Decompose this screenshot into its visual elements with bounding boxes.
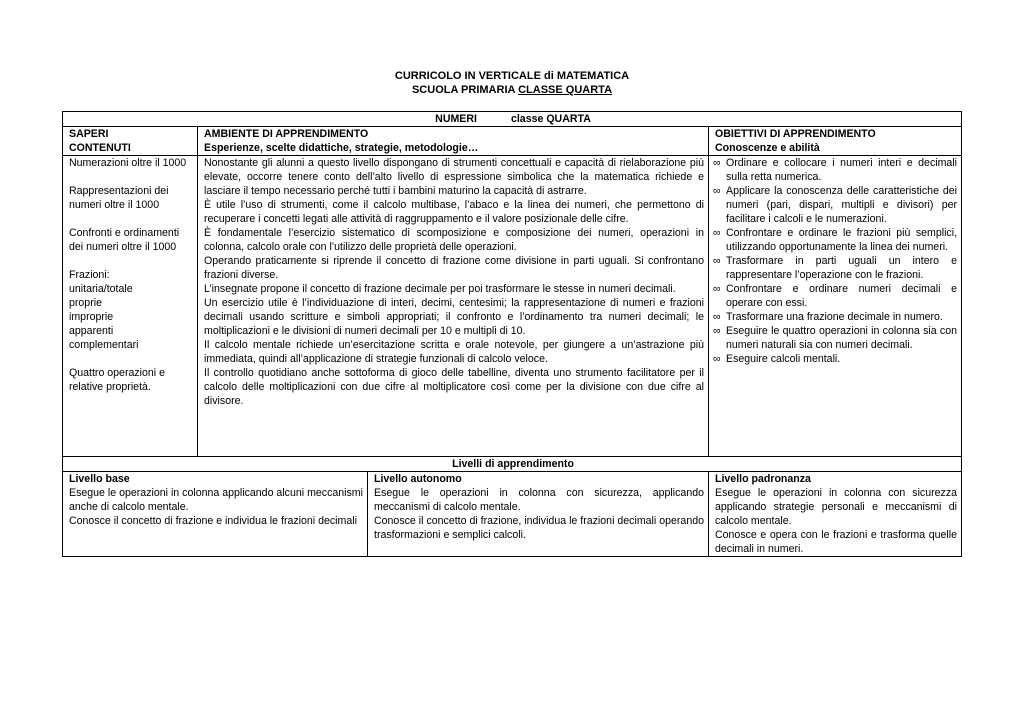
contenuto-item: Numerazioni oltre il 1000 — [69, 157, 187, 169]
esperienze-label: Esperienze, scelte didattiche, strategie, metodologie… — [204, 142, 479, 154]
obiettivi-cell — [709, 156, 962, 457]
ambiente-paragraph: Nonostante gli alunni a questo livello dispongano di strumenti concettuali e capacità di rielaborazione più elevate, occorre tenere conto dell’alto livello di espressione simbolica che la matematica richiede e lasciare il tempo necessario perché tutti i bambini maturino la capacità di astrarre. — [204, 157, 704, 197]
obiettivo-item: ∞ Confrontare e ordinare numeri decimali e operare con essi. — [713, 283, 958, 309]
saperi-header — [63, 127, 198, 156]
obiettivo-item: ∞ Ordinare e collocare i numeri interi e decimali sulla retta numerica. — [713, 157, 958, 183]
contenuto-item: Rappresentazioni dei numeri oltre il 1000 — [69, 185, 169, 211]
ambiente-header — [198, 127, 709, 156]
ambiente-paragraph: È fondamentale l’esercizio sistematico di scomposizione e composizione dei numeri, operazioni in colonna, calcolo orale con l’utilizzo delle proprietà delle operazioni. — [204, 227, 704, 253]
section-header-row — [63, 112, 962, 127]
infinity-bullet-icon: ∞ — [713, 311, 721, 323]
obiettivi-label: OBIETTIVI DI APPRENDIMENTO — [715, 128, 876, 140]
curriculum-table — [62, 111, 962, 557]
obiettivo-item: ∞ Trasformare una frazione decimale in numero. — [713, 311, 943, 323]
ambiente-paragraph: Il calcolo mentale richiede un’esercitazione scritta e orale notevole, per giungere a un’astrazione più immediata, quindi all’applicazione di strategie funzionali di calcolo veloce. — [204, 339, 704, 365]
contenuto-item: Confronti e ordinamenti dei numeri oltre il 1000 — [69, 227, 180, 253]
obiettivi-list — [713, 156, 957, 366]
column-header-row — [63, 127, 962, 156]
livello-text: Conosce il concetto di frazione e individua le frazioni decimali — [69, 515, 357, 527]
livelli-header-row — [63, 457, 962, 472]
ambiente-paragraph: Il controllo quotidiano anche sottoforma di gioco delle tabelline, diventa uno strumento facilitatore per il calcolo delle moltiplicazioni con due cifre al moltiplicatore così come per la divisione con due cifre al divisore. — [204, 367, 704, 407]
infinity-bullet-icon: ∞ — [713, 283, 721, 295]
contenuto-item: Quattro operazioni e relative proprietà. — [69, 367, 165, 393]
contenuti-label: CONTENUTI — [69, 142, 131, 154]
livello-padronanza-cell — [709, 472, 962, 557]
infinity-bullet-icon: ∞ — [713, 353, 721, 365]
conoscenze-label: Conoscenze e abilità — [715, 142, 820, 154]
section-header — [63, 112, 962, 127]
ambiente-paragraph: L’insegnate propone il concetto di frazione decimale per poi trasformare le stesse in numeri decimali. — [204, 283, 676, 295]
livello-autonomo-cell — [368, 472, 709, 557]
ambiente-label: AMBIENTE DI APPRENDIMENTO — [204, 128, 369, 140]
livello-base-cell — [63, 472, 368, 557]
livello-text: Esegue le operazioni in colonna applicando alcuni meccanismi anche di calcolo mentale. — [69, 487, 363, 513]
document-subtitle — [0, 83, 1024, 97]
contenuti-cell — [63, 156, 198, 457]
infinity-bullet-icon: ∞ — [713, 325, 721, 337]
obiettivo-item: ∞ Trasformare in parti uguali un intero e rappresentare l’operazione con le frazioni. — [713, 255, 958, 281]
infinity-bullet-icon: ∞ — [713, 255, 721, 267]
contenuto-item: Frazioni: unitaria/totale proprie improprie apparenti complementari — [69, 269, 139, 351]
section-class: classe QUARTA — [510, 113, 591, 125]
obiettivo-item: ∞ Eseguire le quattro operazioni in colonna sia con numeri naturali sia con numeri decimali. — [713, 325, 958, 351]
obiettivo-item: ∞ Applicare la conoscenza delle caratteristiche dei numeri (pari, dispari, multipli e divisori) per facilitare i calcoli e le numerazioni. — [713, 185, 958, 225]
livello-text: Conosce e opera con le frazioni e trasforma quelle decimali in numeri. — [715, 529, 958, 555]
livello-text: Esegue le operazioni in colonna con sicurezza applicando strategie personali e meccanismi di calcolo mentale. — [715, 487, 958, 527]
subtitle-class: CLASSE QUARTA — [518, 84, 613, 96]
saperi-label: SAPERI — [69, 128, 109, 140]
ambiente-paragraph: È utile l’uso di strumenti, come il calcolo multibase, l’abaco e la linea dei numeri, che permettono di recuperare i concetti legati alle attività di raggruppamento e il valore posizionale delle cifre. — [204, 199, 704, 225]
infinity-bullet-icon: ∞ — [713, 157, 721, 169]
livello-text: Esegue le operazioni in colonna con sicurezza, applicando meccanismi di calcolo mentale. — [374, 487, 704, 513]
livello-text: Conosce il concetto di frazione, individua le frazioni decimali operando trasformazioni e semplici calcoli. — [374, 515, 704, 541]
livello-autonomo-title: Livello autonomo — [374, 473, 462, 485]
subtitle-prefix: SCUOLA PRIMARIA — [411, 84, 519, 96]
obiettivo-item: ∞ Eseguire calcoli mentali. — [713, 353, 841, 365]
ambiente-paragraph: Operando praticamente si riprende il concetto di frazione come divisione in parti uguali. Si confrontano frazioni diverse. — [204, 255, 704, 281]
ambiente-cell — [198, 156, 709, 457]
obiettivo-item: ∞ Confrontare e ordinare le frazioni più semplici, utilizzando opportunamente la linea dei numeri. — [713, 227, 958, 253]
infinity-bullet-icon: ∞ — [713, 227, 721, 239]
livello-padronanza-title: Livello padronanza — [715, 473, 811, 485]
livelli-header: Livelli di apprendimento — [63, 457, 962, 472]
section-title: NUMERI — [435, 113, 477, 125]
livello-base-title: Livello base — [69, 473, 130, 485]
livelli-row — [63, 472, 962, 557]
content-row — [63, 156, 962, 457]
infinity-bullet-icon: ∞ — [713, 185, 721, 197]
ambiente-paragraph: Un esercizio utile è l’individuazione di interi, decimi, centesimi; la rappresentazione di numeri e frazioni decimali usando scritture e simboli appropriati; il confronto e l’ordinamento tra numeri decimali; le moltiplicazioni e le divisioni di numeri decimali per 10 e multipli di 10. — [204, 297, 704, 337]
document-title: CURRICOLO IN VERTICALE di MATEMATICA — [394, 70, 630, 82]
obiettivi-header — [709, 127, 962, 156]
